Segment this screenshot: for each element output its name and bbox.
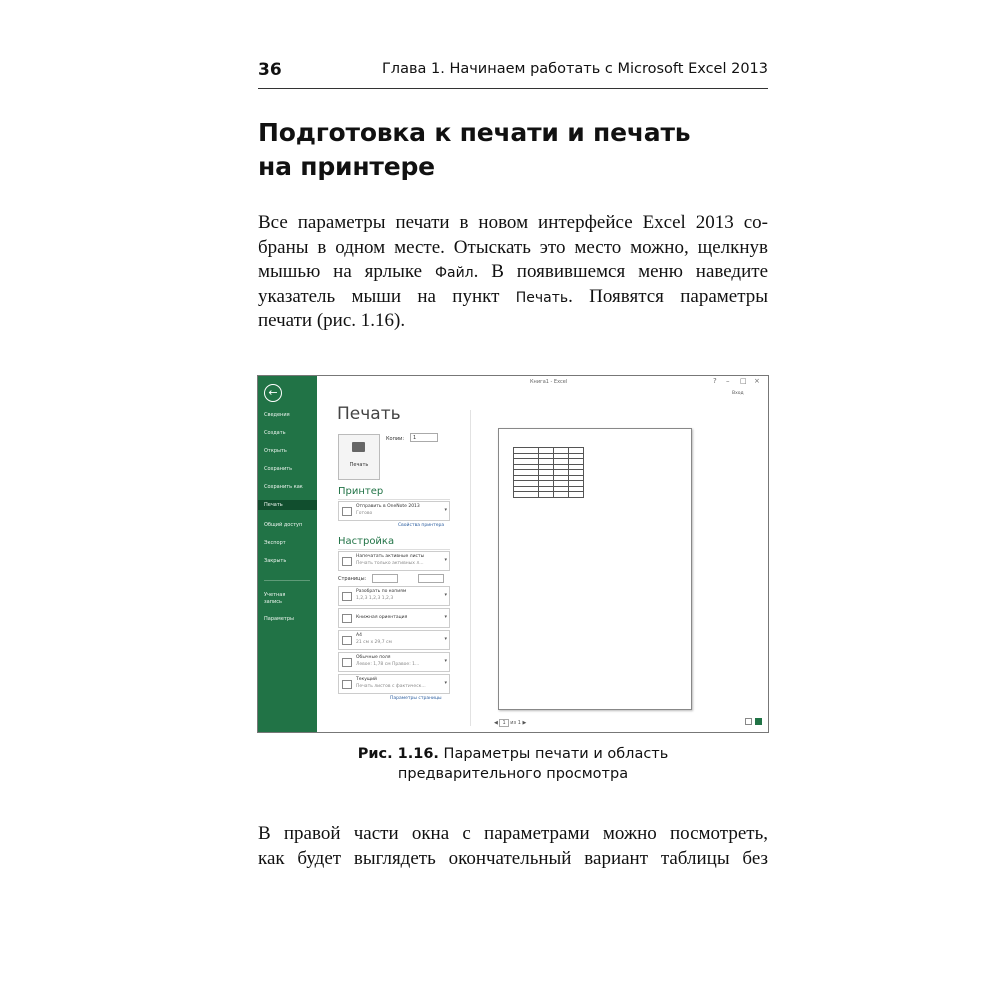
body-paragraph-2 bbox=[258, 822, 768, 871]
caption-label: Рис. 1.16. bbox=[357, 746, 439, 762]
pages-label: Страницы: bbox=[338, 576, 367, 582]
next-page-icon[interactable]: ▶ bbox=[522, 720, 527, 726]
running-header bbox=[258, 60, 768, 86]
ui-term-file: Файл bbox=[434, 265, 474, 281]
sidebar-item-options[interactable]: Параметры bbox=[264, 616, 294, 622]
page-setup-link[interactable]: Параметры страницы bbox=[390, 696, 442, 701]
paragraph-line: как будет выглядеть окончательный вариант таблицы без bbox=[258, 847, 768, 869]
print-preview-page bbox=[498, 428, 692, 710]
chevron-down-icon: ▾ bbox=[444, 614, 447, 620]
paragraph-line: браны в одном месте. Отыскать это место можно, щелкнув bbox=[258, 236, 768, 258]
heading-line-2: на принтере bbox=[258, 152, 435, 181]
printer-section-title: Принтер bbox=[338, 486, 384, 497]
pane-title: Печать bbox=[337, 404, 401, 424]
printer-properties-link[interactable]: Свойства принтера bbox=[398, 523, 445, 528]
section-divider bbox=[338, 549, 450, 550]
paragraph-line: В правой части окна с параметрами можно посмотреть, bbox=[258, 823, 768, 844]
figure-excel-print-screen bbox=[257, 375, 769, 733]
window-title: Книга1 - Excel bbox=[530, 379, 568, 385]
pages-from-input[interactable] bbox=[372, 574, 398, 583]
settings-section-title: Настройка bbox=[338, 536, 395, 547]
pane-divider bbox=[470, 410, 471, 726]
sidebar-separator bbox=[264, 580, 310, 581]
page-total: из 1 bbox=[510, 720, 521, 726]
heading-line-1: Подготовка к печати и печать bbox=[258, 118, 691, 147]
print-button[interactable] bbox=[338, 434, 380, 480]
copies-input[interactable]: 1 bbox=[410, 433, 438, 442]
sidebar-item-share[interactable]: Общий доступ bbox=[264, 522, 303, 528]
print-what-select[interactable]: Напечатать активные листы Печать только активных л... ▾ bbox=[338, 551, 450, 571]
sidebar-item-close[interactable]: Закрыть bbox=[264, 558, 287, 564]
sidebar-item-info[interactable]: Сведения bbox=[264, 412, 290, 418]
chevron-down-icon: ▾ bbox=[444, 680, 447, 686]
orientation-icon bbox=[342, 614, 352, 623]
sidebar-item-open[interactable]: Открыть bbox=[264, 448, 287, 454]
sign-in-link[interactable]: Вход bbox=[732, 391, 744, 396]
collate-select[interactable]: Разобрать по копиям 1,2,3 1,2,3 1,2,3 ▾ bbox=[338, 586, 450, 606]
chevron-down-icon: ▾ bbox=[444, 507, 447, 513]
sidebar-item-account[interactable]: Учетная запись bbox=[264, 592, 286, 605]
help-icon[interactable]: ? bbox=[713, 377, 717, 385]
collate-icon bbox=[342, 592, 352, 601]
print-button-label: Печать bbox=[349, 462, 369, 468]
pages-to-input[interactable] bbox=[418, 574, 444, 583]
printer-icon bbox=[352, 442, 365, 452]
ui-term-print: Печать bbox=[515, 289, 569, 306]
scaling-icon bbox=[342, 680, 352, 689]
page-navigator bbox=[494, 719, 526, 727]
printer-icon bbox=[342, 507, 352, 516]
sheet-icon bbox=[342, 557, 352, 566]
sidebar-item-save-as[interactable]: Сохранить как bbox=[264, 484, 303, 490]
page-number: 36 bbox=[258, 60, 282, 80]
maximize-icon[interactable]: □ bbox=[740, 377, 747, 385]
section-heading bbox=[258, 116, 768, 184]
paper-size-select[interactable]: А4 21 см x 29,7 см ▾ bbox=[338, 630, 450, 650]
figure-caption bbox=[258, 744, 768, 784]
copies-label: Копии: bbox=[386, 436, 405, 442]
margins-select[interactable]: Обычные поля Левое: 1,78 см Правое: 1... ▾ bbox=[338, 652, 450, 672]
caption-text: предварительного просмотра bbox=[397, 766, 629, 782]
minimize-icon[interactable]: – bbox=[726, 377, 730, 385]
paper-icon bbox=[342, 636, 352, 645]
paragraph-line: мышью на ярлыке Файл. В появившемся меню наведите bbox=[258, 261, 768, 282]
backstage-sidebar bbox=[258, 376, 317, 732]
caption-text: Параметры печати и область bbox=[438, 746, 669, 762]
chevron-down-icon: ▾ bbox=[444, 557, 447, 563]
show-margins-icon[interactable] bbox=[745, 718, 752, 725]
body-paragraph-1 bbox=[258, 211, 768, 334]
scaling-select[interactable]: Текущий Печать листов с фактическ... ▾ bbox=[338, 674, 450, 694]
paragraph-line: указатель мыши на пункт Печать. Появятся параметры bbox=[258, 285, 769, 307]
close-icon[interactable]: × bbox=[754, 377, 760, 385]
margins-icon bbox=[342, 658, 352, 667]
sidebar-item-export[interactable]: Экспорт bbox=[264, 540, 286, 546]
chevron-down-icon: ▾ bbox=[444, 658, 447, 664]
orientation-select[interactable]: Книжная ориентация ▾ bbox=[338, 608, 450, 628]
sidebar-item-print[interactable]: Печать bbox=[258, 500, 317, 510]
paragraph-line: Все параметры печати в новом интерфейсе Excel 2013 со- bbox=[258, 212, 768, 233]
paragraph-line: печати (рис. 1.16). bbox=[258, 310, 406, 331]
section-divider bbox=[338, 499, 450, 500]
printer-select[interactable]: Отправить в OneNote 2013 Готово ▾ bbox=[338, 501, 450, 521]
current-page-input[interactable]: 1 bbox=[499, 719, 508, 727]
arrow-left-icon[interactable]: ← bbox=[264, 384, 282, 402]
header-rule bbox=[258, 88, 768, 89]
sidebar-item-save[interactable]: Сохранить bbox=[264, 466, 293, 472]
chevron-down-icon: ▾ bbox=[444, 636, 447, 642]
sidebar-item-new[interactable]: Создать bbox=[264, 430, 286, 436]
preview-table bbox=[513, 447, 584, 498]
zoom-to-page-icon[interactable] bbox=[755, 718, 762, 725]
chevron-down-icon: ▾ bbox=[444, 592, 447, 598]
prev-page-icon[interactable]: ◀ bbox=[494, 720, 498, 726]
running-title: Глава 1. Начинаем работать с Microsoft Excel 2013 bbox=[381, 61, 768, 77]
